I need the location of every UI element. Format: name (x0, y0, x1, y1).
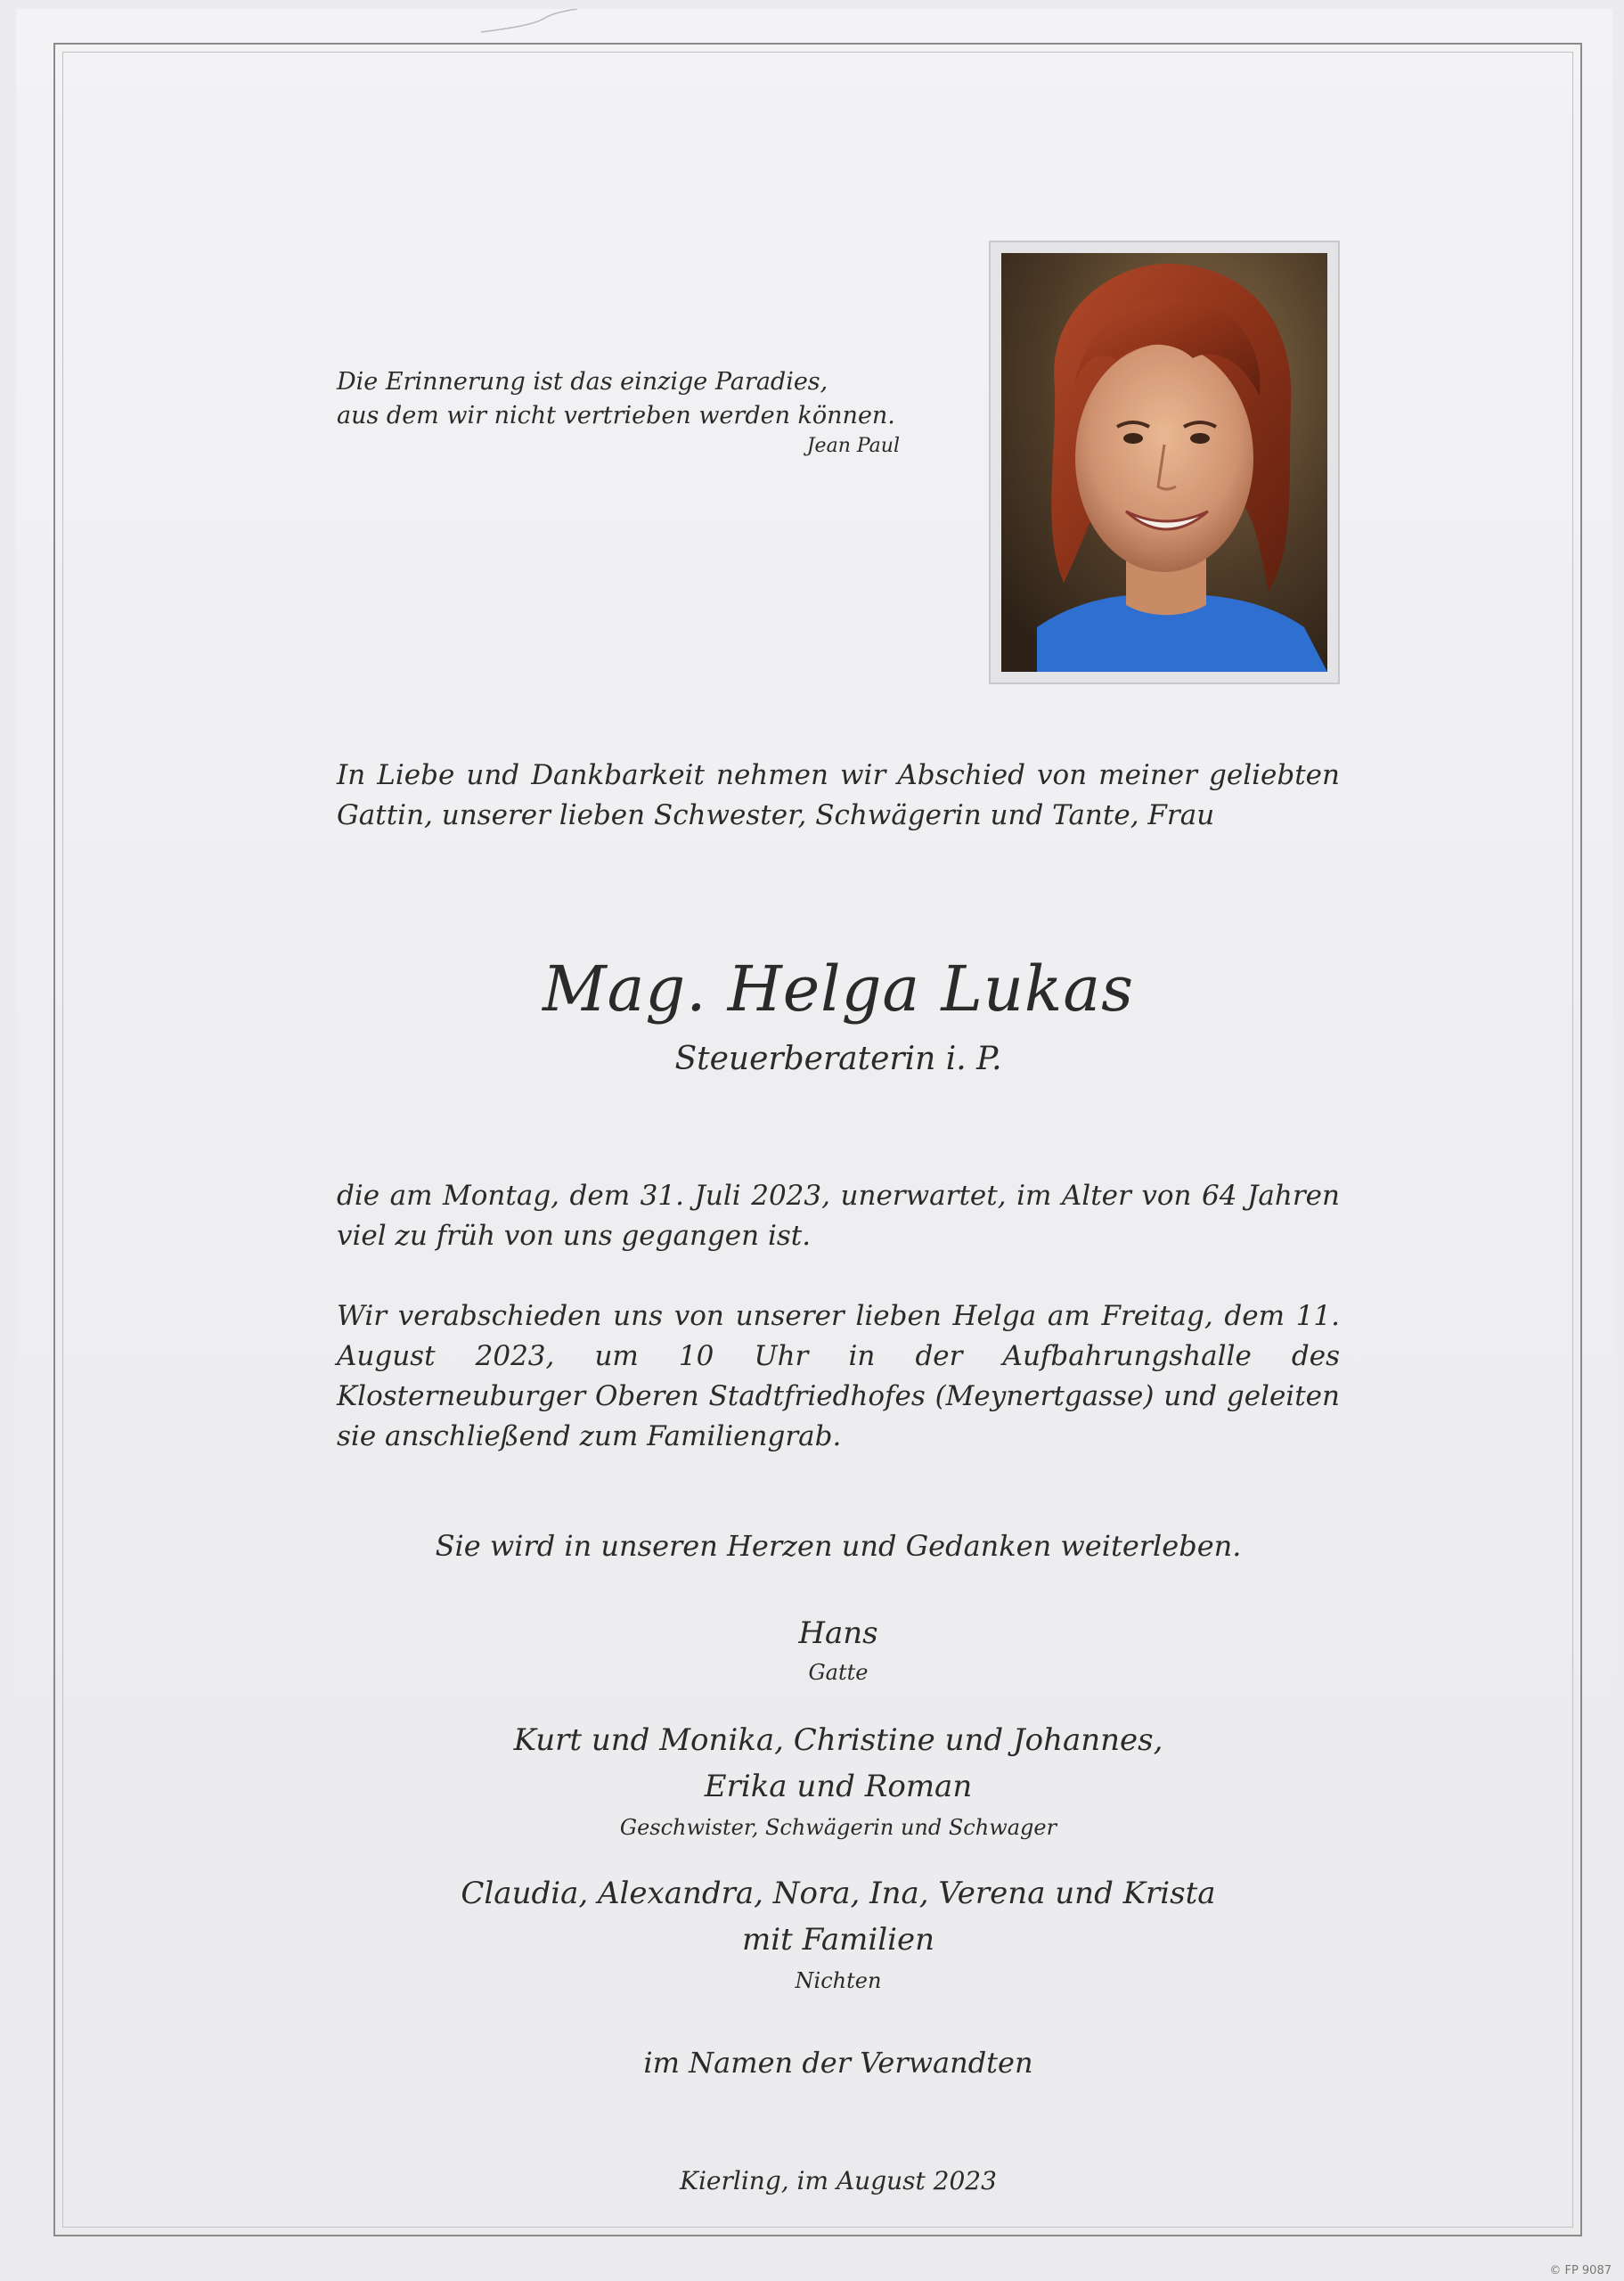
deceased-name: Mag. Helga Lukas (542, 952, 1134, 1026)
mourner-nieces-line-2: mit Familien (741, 1922, 935, 1958)
portrait-illustration (1001, 253, 1327, 672)
place-date: Kierling, im August 2023 (680, 2166, 997, 2195)
mourner-nieces-line-1: Claudia, Alexandra, Nora, Ina, Verena und Krista (461, 1876, 1216, 1911)
farewell-line: Sie wird in unseren Herzen und Gedanken weiterleben. (435, 1529, 1242, 1563)
mourner-siblings-line-1: Kurt und Monika, Christine und Johannes, (513, 1722, 1163, 1758)
quote-author: Jean Paul (806, 435, 900, 457)
paper-crease-mark (481, 9, 579, 36)
mourner-spouse-name: Hans (798, 1615, 878, 1651)
portrait-photo (1001, 253, 1327, 672)
death-notice: die am Montag, dem 31. Juli 2023, unerwartet, im Alter von 64 Jahren viel zu früh von uns gegangen ist. (337, 1180, 1340, 1252)
mourner-siblings-relation: Geschwister, Schwägerin und Schwager (619, 1815, 1057, 1840)
relatives-note: im Namen der Verwandten (643, 2046, 1033, 2080)
quote-line-2: aus dem wir nicht vertrieben werden können. (337, 402, 895, 429)
deceased-title: Steuerberaterin i. P. (674, 1041, 1002, 1077)
footer-code: © FP 9087 (1549, 2264, 1612, 2277)
intro-text: In Liebe und Dankbarkeit nehmen wir Abschied von meiner geliebten Gattin, unserer lieben Schwester, Schwägerin und Tante, Frau (337, 759, 1340, 831)
mourner-spouse-relation: Gatte (808, 1660, 869, 1685)
mourner-nieces-relation: Nichten (795, 1968, 882, 1993)
memorial-quote (337, 365, 907, 460)
mourner-siblings-line-2: Erika und Roman (704, 1769, 973, 1804)
quote-line-1: Die Erinnerung ist das einzige Paradies, (337, 368, 828, 396)
portrait-photo-frame (989, 241, 1340, 684)
funeral-notice: Wir verabschieden uns von unserer lieben Helga am Freitag, dem 11. August 2023, um 10 Uhr in der Aufbahrungshalle des Klosterneuburger Oberen Stadtfriedhofes (Meynertgasse) und geleiten sie anschließend zum Familiengrab. (337, 1300, 1340, 1452)
